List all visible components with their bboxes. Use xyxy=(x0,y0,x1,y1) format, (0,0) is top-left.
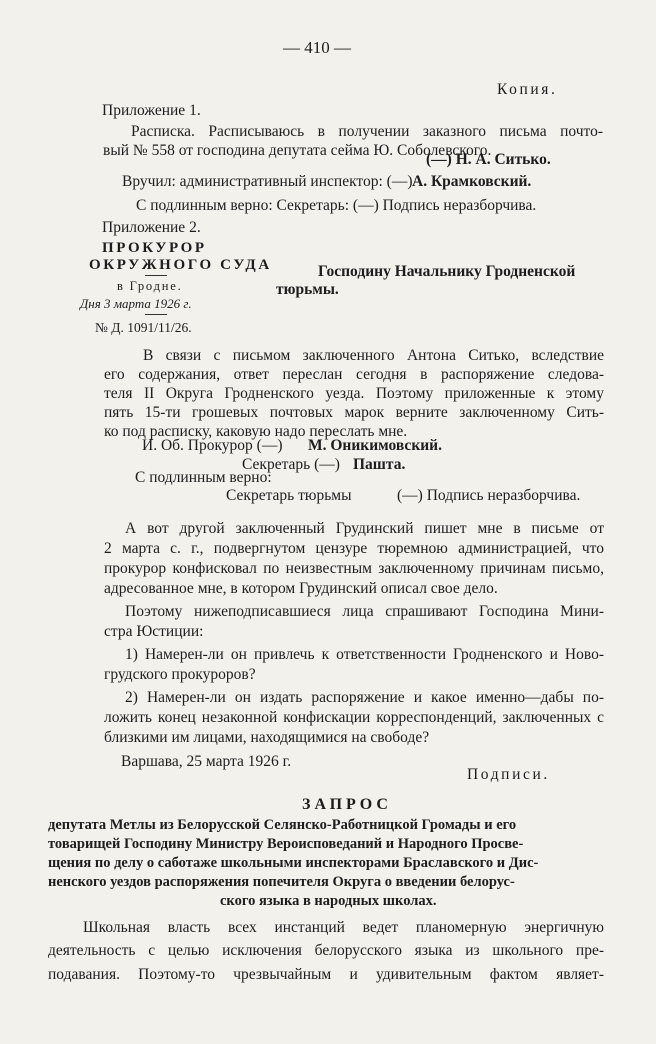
prosecutor-header-line1: ПРОКУРОР xyxy=(102,240,207,256)
prison-secretary-label: Секретарь тюрьмы xyxy=(226,487,352,504)
narrative-line2: 2 марта с. г., подвергнутом цензуре тюремною администрацией, что xyxy=(104,540,604,557)
acting-prosecutor-label: И. Об. Прокурор (—) xyxy=(142,437,283,454)
header-rule-bottom xyxy=(145,314,167,315)
copy-label: Копия. xyxy=(497,81,558,98)
appendix2-certified: С подлинным верно: xyxy=(135,469,272,486)
appendix1-receipt-line1: Расписка. Расписываюсь в получении заказного письма почто- xyxy=(131,123,603,140)
place-date: Варшава, 25 марта 1926 г. xyxy=(121,753,292,770)
court-secretary-label: Секретарь (—) xyxy=(242,456,340,473)
appendix1-signer: (—) Н. А. Ситько. xyxy=(426,151,551,168)
letter-body-line2: его содержания, ответ переслан сегодня в распоряжение следова- xyxy=(104,366,604,383)
question1-line2: грудского прокуроров? xyxy=(104,666,256,683)
letter-number: № Д. 1091/11/26. xyxy=(95,320,192,335)
court-secretary-name: Пашта. xyxy=(353,456,406,473)
inquiry-body-line2: деятельность с целью исключения белорусского языка из школьного пре- xyxy=(48,942,604,959)
question-intro-line2: стра Юстиции: xyxy=(104,623,204,640)
page-number: — 410 — xyxy=(283,38,351,57)
narrative-line4: адресованное мне, в котором Грудинский описал свое дело. xyxy=(104,580,498,597)
signatures-label: Подписи. xyxy=(467,766,550,783)
question1-line1: 1) Намерен-ли он привлечь к ответственности Гродненского и Ново- xyxy=(125,646,604,663)
inquiry-body-line3: подавания. Поэтому-то чрезвычайным и удивительным фактом являет- xyxy=(48,966,604,983)
inquiry-heading-line4: ненского уездов распоряжения попечителя Округа о введении белорус- xyxy=(48,874,515,890)
inquiry-heading-line1: депутата Метлы из Белорусской Селянско-Работницкой Громады и его xyxy=(48,817,517,833)
inquiry-heading-line3: щения по делу о саботаже школьными инспекторами Браславского и Дис- xyxy=(48,855,539,871)
addressee-line1: Господину Начальнику Гродненской xyxy=(318,263,576,280)
inquiry-title: ЗАПРОС xyxy=(302,796,392,813)
question2-line2: ложить конец незаконной конфискации корреспонденций, заключенных с xyxy=(104,709,604,726)
addressee-line2: тюрьмы. xyxy=(276,281,339,298)
narrative-line1: А вот другой заключенный Грудинский пишет мне в письме от xyxy=(125,520,604,537)
appendix1-certified: С подлинным верно: Секретарь: (—) Подпись неразборчива. xyxy=(136,197,537,214)
appendix1-handed-label: Вручил: административный инспектор: (—) xyxy=(122,173,413,190)
acting-prosecutor-name: М. Оникимовский. xyxy=(308,437,442,454)
prosecutor-header-line2: ОКРУЖНОГО СУДА xyxy=(89,257,272,273)
question2-line1: 2) Намерен-ли он издать распоряжение и какое именно—дабы по- xyxy=(125,689,604,706)
letter-body-line1: В связи с письмом заключенного Антона Ситько, вследствие xyxy=(143,347,604,364)
letter-body-line3: теля II Округа Гродненского уезда. Поэтому приложенные к этому xyxy=(104,385,604,402)
appendix1-title: Приложение 1. xyxy=(102,102,201,119)
question2-line3: близкими им лицами, находящимися на свободе? xyxy=(104,729,430,746)
narrative-line3: прокурор конфисковал по неизвестным заключенному причинам письмо, xyxy=(104,560,604,577)
letter-body-line4: пять 15-ти грошевых почтовых марок верните заключенному Сить- xyxy=(104,404,604,421)
appendix2-title: Приложение 2. xyxy=(102,219,201,236)
header-rule-top xyxy=(145,275,167,276)
appendix1-receipt-line2: вый № 558 от господина депутата сейма Ю. Соболевского. xyxy=(103,142,492,159)
letter-date: Дня 3 марта 1926 г. xyxy=(80,296,192,311)
prosecutor-city: в Гродне. xyxy=(117,279,183,293)
inquiry-heading-line5: ского языка в народных школах. xyxy=(220,893,437,909)
prison-secretary-signature: (—) Подпись неразборчива. xyxy=(397,487,581,504)
letter-body-line5: ко под расписку, каковую надо переслать мне. xyxy=(104,423,408,440)
appendix1-handed-name: А. Крамковский. xyxy=(412,173,532,190)
inquiry-body-line1: Школьная власть всех инстанций ведет планомерную энергичную xyxy=(83,919,604,936)
question-intro-line1: Поэтому нижеподписавшиеся лица спрашивают Господина Мини- xyxy=(125,603,604,620)
inquiry-heading-line2: товарищей Господину Министру Вероисповеданий и Народного Просве- xyxy=(48,836,524,852)
